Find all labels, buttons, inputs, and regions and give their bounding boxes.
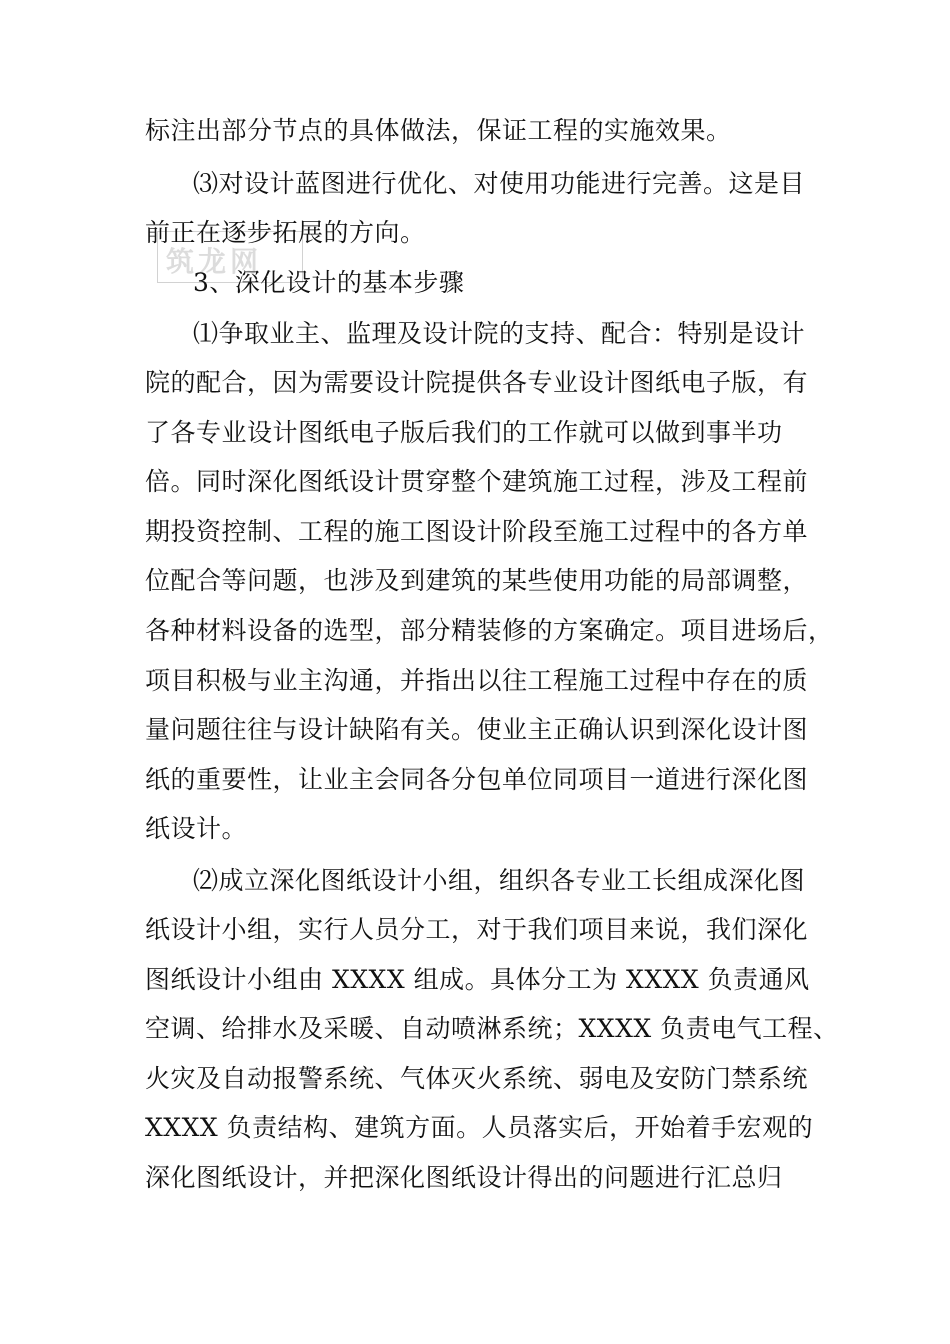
text-line-3: 前正在逐步拓展的方向。 — [145, 218, 426, 247]
text-line-7: 了各专业设计图纸电子版后我们的工作就可以做到事半功 — [145, 418, 783, 447]
text-line-21: XXXX 负责结构、建筑方面。人员落实后，开始着手宏观的 — [145, 1113, 814, 1142]
text-line-22: 深化图纸设计，并把深化图纸设计得出的问题进行汇总归 — [145, 1163, 783, 1192]
text-line-19: 空调、给排水及采暖、自动喷淋系统；XXXX 负责电气工程、 — [145, 1014, 839, 1043]
watermark-text: 筑龙网 — [166, 245, 263, 278]
text-line-14: 纸的重要性，让业主会同各分包单位同项目一道进行深化图 — [145, 765, 809, 794]
text-line-13: 量问题往往与设计缺陷有关。使业主正确认识到深化设计图 — [145, 715, 809, 744]
text-line-10: 位配合等问题，也涉及到建筑的某些使用功能的局部调整， — [145, 566, 809, 595]
text-line-1: 标注出部分节点的具体做法，保证工程的实施效果。 — [145, 116, 732, 145]
text-line-2: ⑶对设计蓝图进行优化、对使用功能进行完善。这是目 — [193, 169, 806, 198]
text-line-18: 图纸设计小组由 XXXX 组成。具体分工为 XXXX 负责通风 — [145, 965, 810, 994]
text-line-20: 火灾及自动报警系统、气体灭火系统、弱电及安防门禁系统 — [145, 1064, 809, 1093]
text-line-15: 纸设计。 — [145, 814, 248, 843]
text-line-12: 项目积极与业主沟通，并指出以往工程施工过程中存在的质 — [145, 666, 809, 695]
text-line-8: 倍。同时深化图纸设计贯穿整个建筑施工过程，涉及工程前 — [145, 467, 809, 496]
text-line-16: ⑵成立深化图纸设计小组，组织各专业工长组成深化图 — [193, 866, 806, 895]
text-line-17: 纸设计小组，实行人员分工，对于我们项目来说，我们深化 — [145, 915, 809, 944]
section-heading: 3、深化设计的基本步骤 — [193, 268, 465, 297]
text-line-11: 各种材料设备的选型，部分精装修的方案确定。项目进场后， — [145, 616, 834, 645]
text-line-6: 院的配合，因为需要设计院提供各专业设计图纸电子版，有 — [145, 368, 809, 397]
text-line-5: ⑴争取业主、监理及设计院的支持、配合：特别是设计 — [193, 319, 806, 348]
text-line-9: 期投资控制、工程的施工图设计阶段至施工过程中的各方单 — [145, 517, 809, 546]
